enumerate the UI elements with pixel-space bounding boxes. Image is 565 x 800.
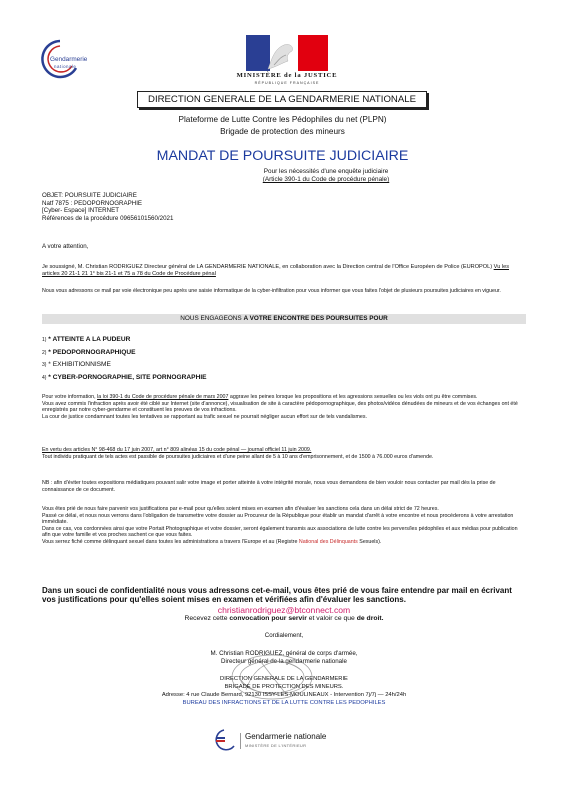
document-subtitle: Pour les nécessités d'une enquête judiciaire bbox=[263, 168, 389, 175]
footer-line: Adresse: 4 rue Claude Bernard, 92130 ISSY-LES-MOULINEAUX - Intervention 7j/7j — 24h/24h bbox=[161, 692, 407, 698]
receive-d: de droit. bbox=[356, 615, 384, 622]
info-infraction: Vous avez commis l'infraction après avoir été ciblé sur Internet (site d'annonce), visualisation de site à caractère pédopornographique, des photos/vidéos dénudées de mineurs et de vos échanges ont été enregistrés par notre cyber-gendarme et constituent les preuves de vos infractions. bbox=[42, 400, 518, 414]
contact-email[interactable]: christianrodriguez@btconnect.com bbox=[217, 605, 351, 615]
charge-item bbox=[42, 334, 342, 347]
information-paragraph bbox=[42, 394, 526, 420]
charges-list bbox=[42, 334, 342, 384]
law-reference: En vertu des articles N° 98-468 du 17 juin 2007, art n° 809 alinéas 15 du code pénal — journal officiel 11 juin 2009. bbox=[42, 447, 312, 453]
gendarmerie-emblem-small-icon bbox=[212, 728, 236, 754]
charge-item bbox=[42, 347, 342, 360]
objet-line: OBJET: POURSUITE JUDICIAIRE bbox=[42, 192, 137, 199]
subtitle-reference: (Article 390-1 du Code de procédure pénale) bbox=[262, 176, 390, 183]
charge-number: 4) bbox=[42, 374, 47, 381]
brigade-name: Brigade de protection des mineurs bbox=[220, 127, 345, 136]
engagement-text-a: NOUS ENGAGEONS bbox=[180, 315, 242, 322]
footer-logo bbox=[212, 728, 362, 754]
deadline-paragraph bbox=[42, 506, 526, 546]
footer-bureau: BUREAU DES INFRACTIONS ET DE LA LUTTE CONTRE LES PEDOPHILES bbox=[182, 700, 386, 706]
footer-line: DIRECTION GENERALE DE LA GENDARMERIE bbox=[220, 676, 348, 682]
marianne-logo bbox=[246, 35, 328, 71]
info-text: aggrave les peines lorsque les propositions et les agressions sexuelles ou les viols ont pu être commises. bbox=[229, 394, 478, 400]
registry-name: National des Délinquants bbox=[298, 538, 358, 545]
closing: Cordialement, bbox=[264, 632, 304, 639]
charge-number: 3) bbox=[42, 362, 47, 368]
deadline-end: Sexuels). bbox=[359, 538, 382, 545]
objet-line: [Cyber- Espace] INTERNET bbox=[42, 207, 120, 215]
charge-item bbox=[42, 372, 342, 385]
document-title: MANDAT DE POURSUITE JUDICIAIRE bbox=[156, 148, 409, 164]
nb-paragraph: NB : afin d'éviter toutes expositions médiatiques pouvant salir votre image et porter atteinte à votre intégrité morale, nous vous demandons de bien vouloir nous contacter par mail dès la prise de connaissance de ce document. bbox=[42, 480, 496, 493]
receive-c: et valoir ce que bbox=[308, 615, 355, 622]
gendarmerie-logo bbox=[40, 38, 120, 86]
charge-text: * PEDOPORNOGRAPHIQUE bbox=[48, 348, 136, 356]
deadline-intro: Vous êtes prié de nous faire parvenir vos justifications par e-mail pour qu'elles soient mises en examen afin d'évaluer les sanctions cela dans un délai strict de 72 heures. bbox=[42, 506, 439, 512]
intro-articles: Vu les articles 20 21-1 21 1° bis 21-1 et 75 a 78 du Code de Procédure pénal bbox=[42, 264, 510, 277]
objet-line: Références de la procédure 09656101560/2021 bbox=[42, 214, 174, 222]
deadline-warning: Passé ce délai, et nous nous verrons dans l'obligation de transmettre votre dossier au Procureur de la République pour établir un mandat d'arrêt à votre encontre et nous procéderons à votre arrestation immédiate. bbox=[42, 512, 514, 526]
engagement-bar bbox=[42, 314, 526, 324]
logo-left-name: Gendarmerie bbox=[50, 56, 88, 63]
receive-b: convocation pour servir bbox=[229, 615, 307, 622]
intro-paragraph bbox=[42, 264, 526, 278]
receive-a: Recevez cette bbox=[184, 615, 228, 622]
deadline-publication: Dans ce cas, vos cordonnées ainsi que votre Portait Photographique et votre dossier, seront également transmis aux associations de lutte contre les pervers/les pédophiles et aux médias pour publication afin que votre famille et vos proches sachent ce que vous faites. bbox=[42, 525, 518, 539]
charge-text: * EXHIBITIONNISME bbox=[48, 361, 111, 368]
direction-banner: DIRECTION GENERALE DE LA GENDARMERIE NATIONALE bbox=[137, 91, 427, 108]
info-court: La cour de justice condamnant toutes les tentatives se rapportant au trafic sexuel ne pourrait négliger aucun effort sur de tels vandalismes. bbox=[42, 413, 367, 420]
charge-item bbox=[42, 359, 342, 372]
confidential-paragraph: Dans un souci de confidentialité nous vous adressons cet-e-mail, vous êtes prié de vous faire entendre par mail en écrivant vos justifications pour qu'elles soient mises en examen et vérifiées afin d'évaluer les sanctions. bbox=[42, 586, 512, 604]
footer-address bbox=[42, 675, 526, 707]
engagement-text-b: A VOTRE ENCONTRE DES POURSUITES POUR bbox=[243, 315, 388, 322]
law-penalty: Tout individu pratiquant de tels actes est passible de poursuites judiciaires et d'une peine allant de 5 à 10 ans d'emprisonnement, et de 1500 à 76.000 euros d'amende. bbox=[42, 453, 434, 460]
charge-text: * ATTEINTE A LA PUDEUR bbox=[48, 336, 131, 343]
marianne-icon bbox=[262, 39, 302, 71]
greeting: A votre attention, bbox=[42, 243, 89, 250]
footer-line: BRIGADE DE PROTECTION DES MINEURS. bbox=[224, 684, 344, 690]
intro-text: Je soussigné, M. Christian RODRIGUEZ Directeur général de LA GENDARMERIE NATIONALE, en collaboration avec la Direction central de l'Office Européen de Police (EUROPOL) bbox=[42, 264, 493, 270]
charge-number: 2) bbox=[42, 349, 47, 356]
law-paragraph bbox=[42, 447, 526, 460]
notice-paragraph: Nous vous adressons ce mail par voie électronique peu après une saisie informatique de la cyber-infiltration pour vous informer que vous faites l'objet de plusieurs poursuites judiciaires en vigueur. bbox=[42, 288, 501, 294]
charge-text: * CYBER-PORNOGRAPHIE, SITE PORNOGRAPHIE bbox=[48, 373, 207, 381]
info-intro: Pour votre information, bbox=[42, 394, 96, 400]
deadline-registry-text: Vous serrez fiché comme délinquant sexuel dans toutes les administrations a travers l'Europe et au (Registre bbox=[42, 538, 298, 545]
info-law: la loi 390-1 du Code de procédure pénale de mars 2007 bbox=[97, 394, 229, 400]
charge-number: 1) bbox=[42, 337, 47, 343]
platform-name: Plateforme de Lutte Contre les Pédophiles du net (PLPN) bbox=[178, 115, 387, 124]
ministry-title: MINISTÈRE de la JUSTICE bbox=[236, 72, 338, 79]
signature-line: M. Christian RODRIGUEZ, général de corps d'armée, bbox=[210, 650, 358, 657]
convocation-line bbox=[42, 615, 526, 622]
footer-logo-name: Gendarmerie nationale bbox=[245, 732, 327, 741]
objet-line: Natf 7875 : PEDOPORNOGRAPHIE bbox=[42, 199, 143, 207]
ministry-subtitle: RÉPUBLIQUE FRANÇAISE bbox=[254, 81, 320, 85]
signature-line: Directeur général de la gendarmerie nationale bbox=[221, 657, 347, 665]
objet-block bbox=[42, 192, 342, 222]
logo-left-sub: nationale bbox=[54, 64, 77, 69]
footer-logo-sub: MINISTÈRE DE L'INTÉRIEUR bbox=[245, 743, 307, 748]
